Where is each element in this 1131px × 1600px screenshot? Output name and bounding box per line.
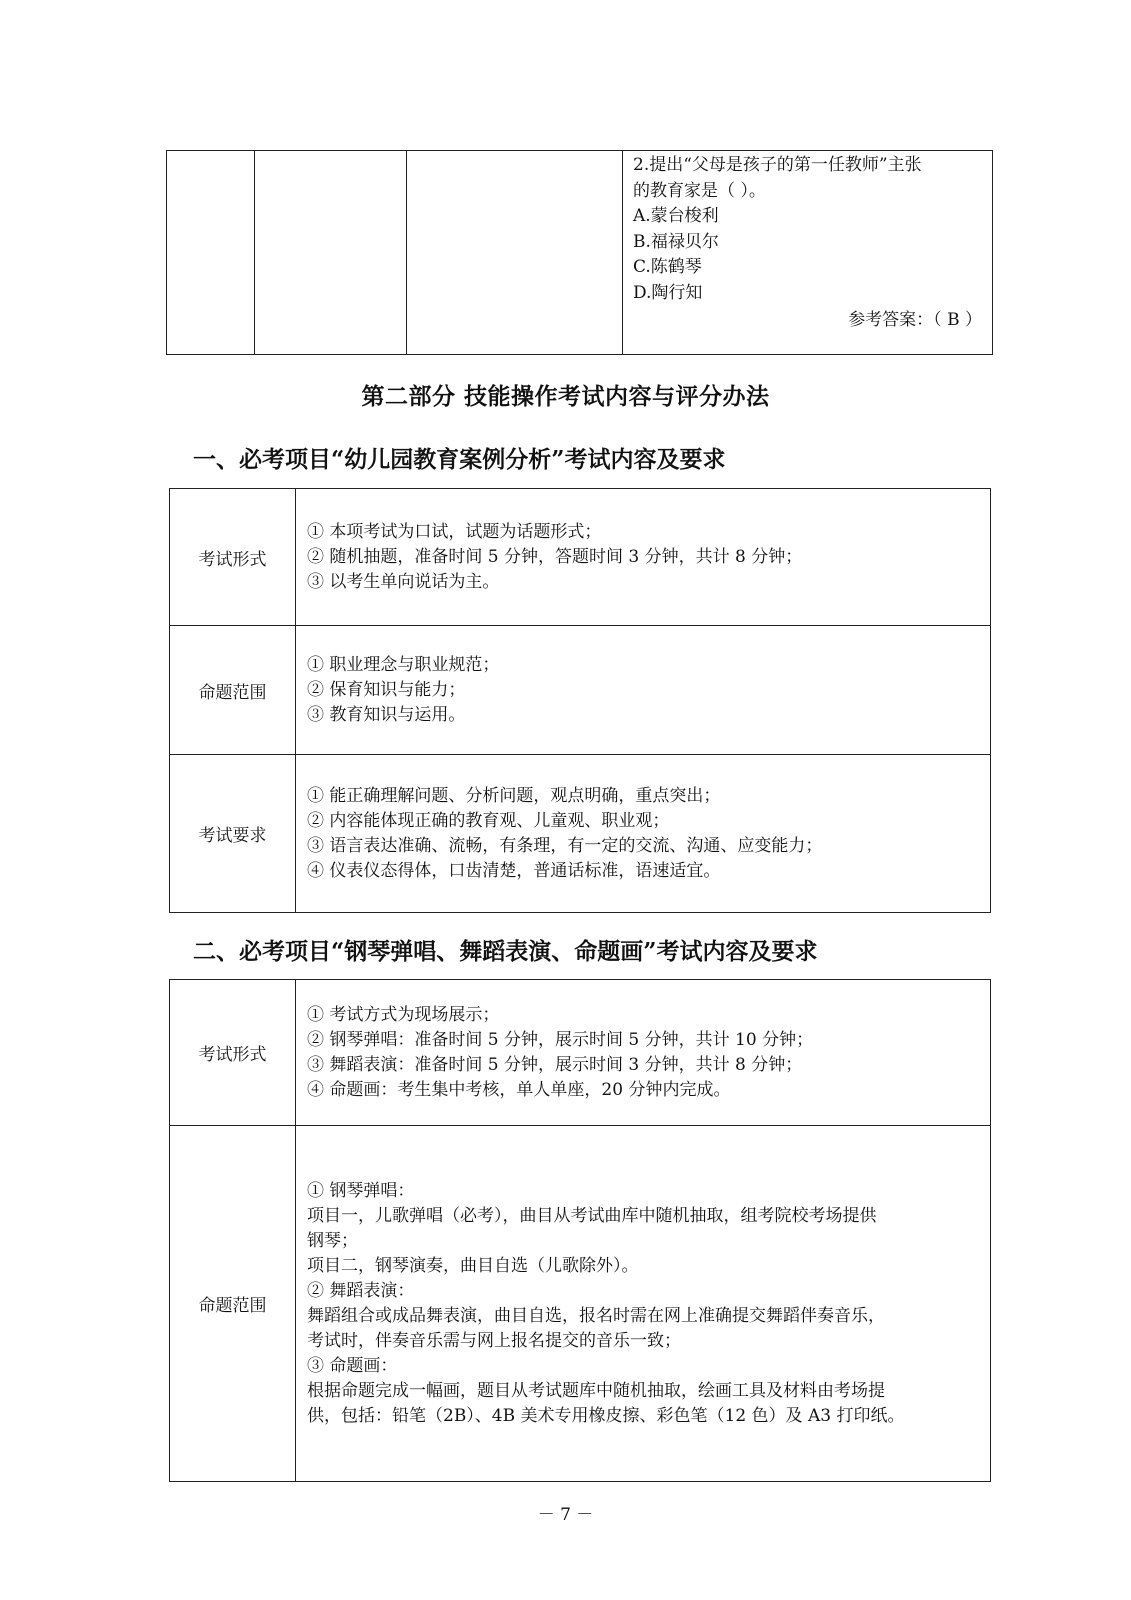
content-line: ② 钢琴弹唱：准备时间 5 分钟，展示时间 5 分钟，共计 10 分钟； [307,1029,814,1050]
content-line: ④ 仪表仪态得体，口齿清楚，普通话标准，语速适宜。 [307,860,721,881]
content-line: ③ 命题画： [307,1355,398,1376]
row-content [296,489,991,626]
row-label: 考试形式 [170,980,296,1126]
content-line: 考试时，伴奏音乐需与网上报名提交的音乐一致； [307,1330,681,1351]
content-line: ① 职业理念与职业规范； [307,654,500,675]
content-line: ① 考试方式为现场展示； [307,1004,500,1025]
content-line: ② 随机抽题，准备时间 5 分钟，答题时间 3 分钟，共计 8 分钟； [307,546,803,567]
option-d: D.陶行知 [633,282,703,303]
empty-cell-1 [167,151,255,355]
question-line: 的教育家是（ ）。 [633,180,766,201]
option-c: C.陈鹤琴 [633,257,702,277]
option-b: B.福禄贝尔 [633,231,719,252]
content-line: ② 保育知识与能力； [307,679,466,700]
section1-table [169,488,991,913]
content-line: ① 本项考试为口试，试题为话题形式； [307,521,602,542]
section2-title: 二、必考项目“钢琴弹唱、舞蹈表演、命题画”考试内容及要求 [193,938,818,965]
row-content [296,626,991,755]
content-line: 舞蹈组合或成品舞表演，曲目自选，报名时需在网上准确提交舞蹈伴奏音乐， [307,1305,885,1326]
content-line: ① 能正确理解问题、分析问题，观点明确，重点突出； [307,785,721,806]
content-line: 供，包括：铅笔（2B）、4B 美术专用橡皮擦、彩色笔（12 色）及 A3 打印纸。 [307,1405,905,1426]
row-label: 考试要求 [170,755,296,913]
section1-title: 一、必考项目“幼儿园教育案例分析”考试内容及要求 [193,446,726,473]
table-row [170,1126,991,1482]
part-title: 第二部分 技能操作考试内容与评分办法 [361,383,770,410]
content-line: ③ 语言表达准确、流畅，有条理，有一定的交流、沟通、应变能力； [307,835,823,856]
content-line: 项目二，钢琴演奏，曲目自选（儿歌除外）。 [307,1255,639,1276]
content-line: ② 内容能体现正确的教育观、儿童观、职业观； [307,810,670,831]
empty-cell-2 [255,151,407,355]
reference-answer: 参考答案：（ B ） [848,310,982,330]
row-content [296,980,991,1126]
table-row [170,980,991,1126]
content-line: ① 钢琴弹唱： [307,1180,415,1201]
table-row [170,626,991,755]
table-row [170,755,991,913]
row-label: 考试形式 [170,489,296,626]
page-number: － 7 － [537,1505,594,1525]
row-content [296,755,991,913]
content-line: 项目一，儿歌弹唱（必考），曲目从考试曲库中随机抽取，组考院校考场提供 [307,1205,877,1226]
content-line: ③ 以考生单向说话为主。 [307,571,500,592]
question-table [166,150,993,355]
row-label: 命题范围 [170,626,296,755]
section2-table [169,979,991,1482]
empty-cell-3 [407,151,623,355]
content-line: 钢琴； [307,1230,358,1251]
content-line: ③ 舞蹈表演：准备时间 5 分钟，展示时间 3 分钟，共计 8 分钟； [307,1054,803,1075]
table-row [170,489,991,626]
option-a: A.蒙台梭利 [633,206,719,226]
question-line: 2.提出“父母是孩子的第一任教师”主张 [633,155,922,175]
content-line: ③ 教育知识与运用。 [307,704,466,725]
content-line: ④ 命题画：考生集中考核，单人单座，20 分钟内完成。 [307,1079,731,1100]
question-cell [623,151,993,355]
content-line: ② 舞蹈表演： [307,1280,415,1301]
row-label: 命题范围 [170,1126,296,1482]
content-line: 根据命题完成一幅画，题目从考试题库中随机抽取，绘画工具及材料由考场提 [307,1380,885,1401]
row-content [296,1126,991,1482]
